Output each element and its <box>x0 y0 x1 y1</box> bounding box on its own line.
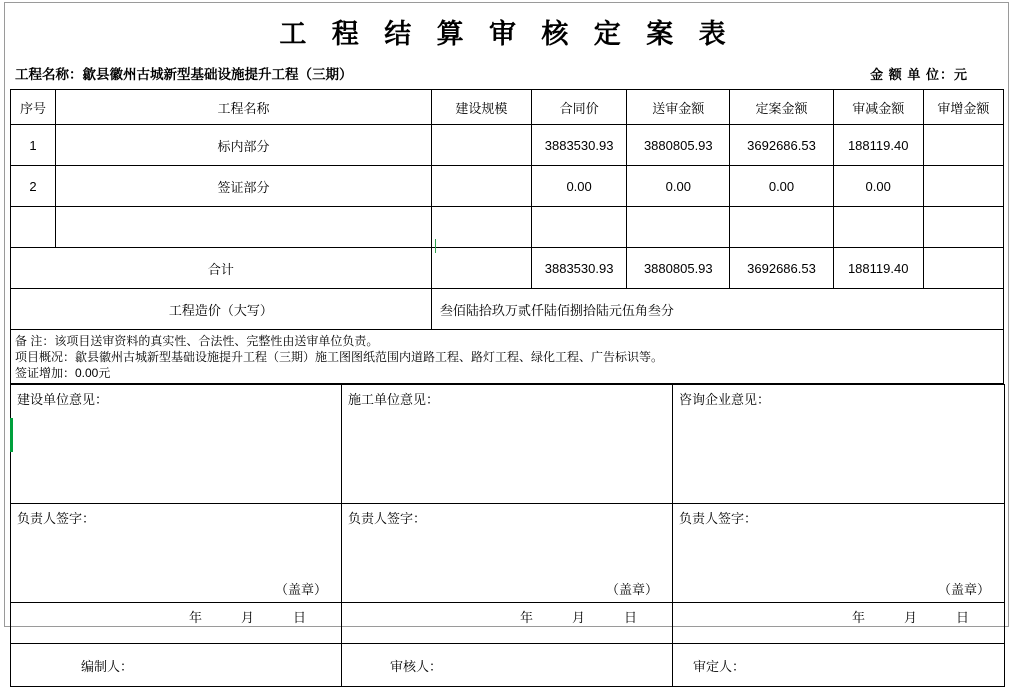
opinions-table <box>10 384 1005 687</box>
date-month-construction: 月 <box>240 610 255 625</box>
total-approved: 3692686.53 <box>730 248 833 289</box>
opinion-title-contractor: 施工单位意见： <box>348 392 440 407</box>
worksheet-area <box>4 2 1009 674</box>
cell-name: 签证部分 <box>56 166 432 207</box>
cell-submitted: 3880805.93 <box>627 125 730 166</box>
cell-no: 1 <box>11 125 56 166</box>
col-header-approved: 定案金额 <box>730 90 833 125</box>
cell-scale <box>431 125 531 166</box>
overview-label: 项目概况： <box>15 350 76 364</box>
cell-reduced <box>833 207 923 248</box>
project-name-block <box>15 63 353 83</box>
opinion-cell-construction[interactable] <box>11 385 342 504</box>
date-cell-contractor[interactable] <box>342 603 673 644</box>
signature-cell-contractor[interactable] <box>342 504 673 603</box>
signature-label-consultant: 负责人签字： <box>679 511 758 526</box>
date-cell-consultant[interactable] <box>673 603 1005 644</box>
cell-approved <box>730 207 833 248</box>
cell-reduced: 0.00 <box>833 166 923 207</box>
footer-cell-reviewer[interactable]: 审核人： <box>342 644 673 687</box>
cell-no: 2 <box>11 166 56 207</box>
total-label: 合计 <box>11 248 432 289</box>
signature-cell-construction[interactable] <box>11 504 342 603</box>
green-cell-marker <box>435 239 436 253</box>
capital-label: 工程造价（大写） <box>11 289 432 330</box>
visa-line: 签证增加：0.00元 <box>15 366 111 380</box>
total-reduced: 188119.40 <box>833 248 923 289</box>
col-header-reduced: 审减金额 <box>833 90 923 125</box>
col-header-no: 序号 <box>11 90 56 125</box>
date-day-construction: 日 <box>292 610 307 625</box>
overview-text: 歙县徽州古城新型基础设施提升工程（三期）施工图图纸范围内道路工程、路灯工程、绿化工程、广告标识等。 <box>75 350 664 364</box>
opinion-cell-consultant[interactable] <box>673 385 1005 504</box>
capital-amount-row <box>11 289 1004 330</box>
date-year-consultant: 年 <box>851 610 866 625</box>
date-month-consultant: 月 <box>903 610 918 625</box>
seal-label-construction: （盖章） <box>274 582 327 597</box>
cell-approved: 0.00 <box>730 166 833 207</box>
settlement-table <box>10 89 1004 330</box>
col-header-scale: 建设规模 <box>431 90 531 125</box>
footer-cell-approver[interactable]: 审定人： <box>673 644 1005 687</box>
signature-cell-consultant[interactable] <box>673 504 1005 603</box>
cell-contract: 0.00 <box>532 166 627 207</box>
cell-approved: 3692686.53 <box>730 125 833 166</box>
cell-reduced: 188119.40 <box>833 125 923 166</box>
notes-block <box>10 330 1004 384</box>
opinion-title-row <box>11 385 1005 504</box>
col-header-submitted: 送审金额 <box>627 90 730 125</box>
signature-label-contractor: 负责人签字： <box>348 511 427 526</box>
cell-name: 标内部分 <box>56 125 432 166</box>
table-row <box>11 125 1004 166</box>
col-header-contract: 合同价 <box>532 90 627 125</box>
green-margin-marker <box>10 418 13 452</box>
amount-unit-note: 金 额 单 位：元 <box>870 67 968 82</box>
seal-label-contractor: （盖章） <box>605 582 658 597</box>
opinion-title-consultant: 咨询企业意见： <box>679 392 771 407</box>
table-header-row <box>11 90 1004 125</box>
date-day-consultant: 日 <box>955 610 970 625</box>
remark-line <box>15 333 999 349</box>
project-name: 歙县徽州古城新型基础设施提升工程（三期） <box>82 67 353 82</box>
cell-no <box>11 207 56 248</box>
signature-label-construction: 负责人签字： <box>17 511 96 526</box>
cell-increased <box>923 207 1003 248</box>
date-month-contractor: 月 <box>571 610 586 625</box>
seal-label-consultant: （盖章） <box>937 582 990 597</box>
date-row <box>11 603 1005 644</box>
overview-line <box>15 349 999 365</box>
cell-scale <box>431 166 531 207</box>
capital-value: 叁佰陆拾玖万贰仟陆佰捌拾陆元伍角叁分 <box>431 289 1003 330</box>
cell-increased <box>923 166 1003 207</box>
opinion-cell-contractor[interactable] <box>342 385 673 504</box>
cell-name <box>56 207 432 248</box>
signature-row <box>11 504 1005 603</box>
table-row <box>11 166 1004 207</box>
date-year-construction: 年 <box>188 610 203 625</box>
table-row-empty <box>11 207 1004 248</box>
total-scale <box>431 248 531 289</box>
remark-text: 该项目送审资料的真实性、合法性、完整性由送审单位负责。 <box>54 334 379 348</box>
total-increased <box>923 248 1003 289</box>
col-header-name: 工程名称 <box>56 90 432 125</box>
cell-scale <box>431 207 531 248</box>
total-contract: 3883530.93 <box>532 248 627 289</box>
footer-cell-preparer[interactable]: 编制人： <box>11 644 342 687</box>
col-header-increased: 审增金额 <box>923 90 1003 125</box>
project-label: 工程名称： <box>15 67 83 82</box>
date-day-contractor: 日 <box>623 610 638 625</box>
remark-label: 备 注： <box>15 334 55 348</box>
cell-increased <box>923 125 1003 166</box>
cell-contract: 3883530.93 <box>532 125 627 166</box>
cell-submitted <box>627 207 730 248</box>
cell-submitted: 0.00 <box>627 166 730 207</box>
total-submitted: 3880805.93 <box>627 248 730 289</box>
footer-row <box>11 644 1005 687</box>
date-cell-construction[interactable] <box>11 603 342 644</box>
table-total-row <box>11 248 1004 289</box>
subtitle-row <box>5 57 1008 89</box>
opinion-title-construction: 建设单位意见： <box>17 392 109 407</box>
cell-contract <box>532 207 627 248</box>
page-title: 工 程 结 算 审 核 定 案 表 <box>279 19 734 50</box>
date-year-contractor: 年 <box>519 610 534 625</box>
